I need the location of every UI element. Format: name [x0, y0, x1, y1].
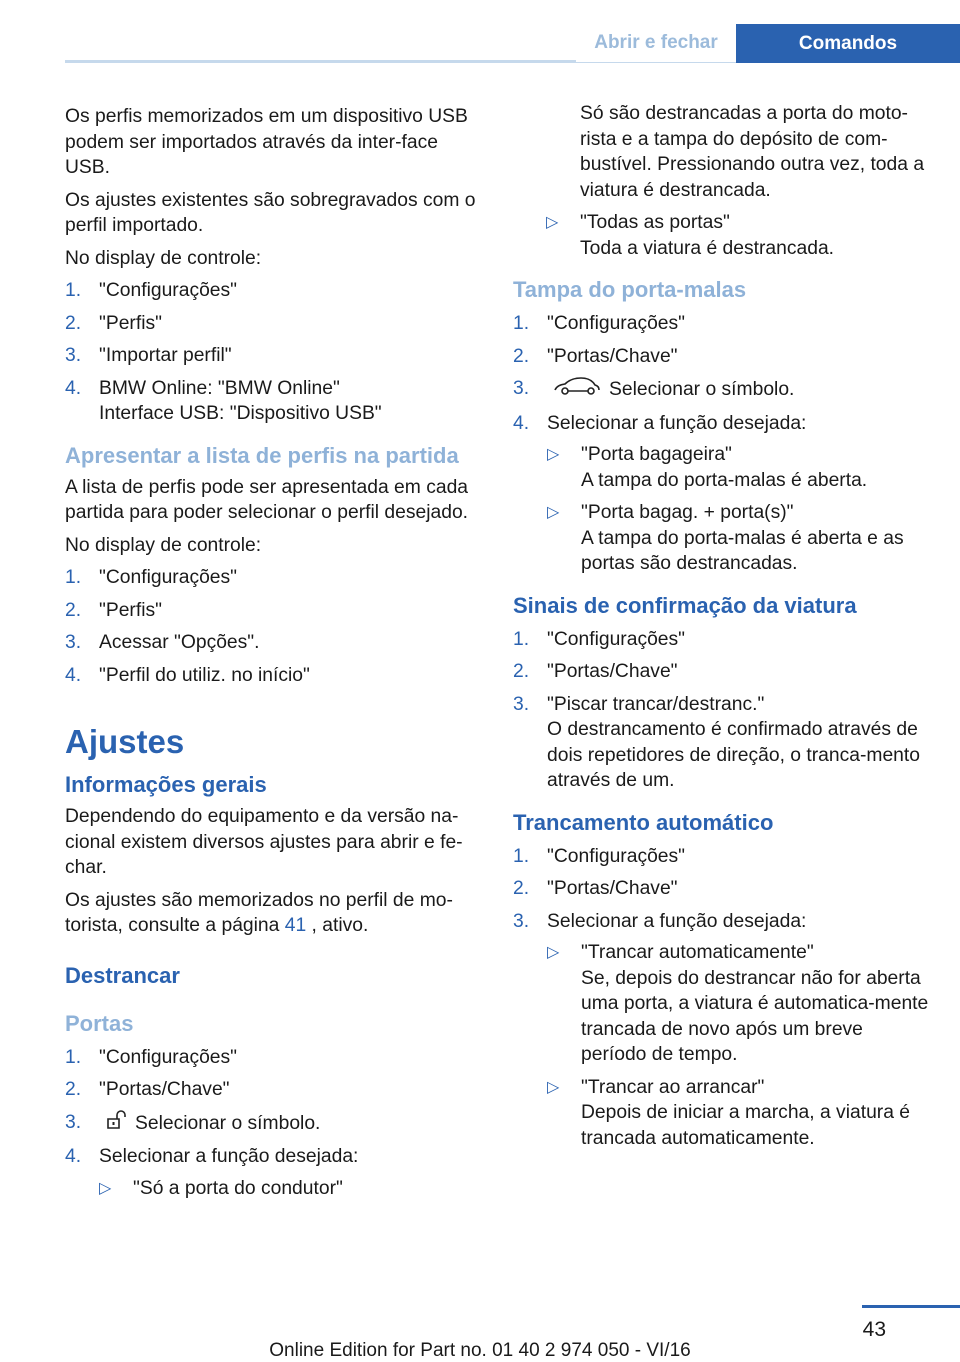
page-number: 43 [862, 1318, 886, 1341]
list-item [513, 692, 933, 794]
list-item [513, 411, 933, 577]
step-number: 3. [65, 345, 82, 366]
option-item [546, 210, 933, 261]
step-number: 1. [513, 845, 530, 867]
step-subtext: O destrancamento é confirmado através de dois repetidores de direção, o tranca‐mento através de um. [547, 719, 920, 791]
tab-comandos[interactable]: Comandos [736, 24, 960, 63]
left-column [65, 104, 485, 1208]
step-number: 1. [65, 280, 82, 301]
step-number: 4. [65, 377, 82, 399]
step-text: "Portas/Chave" [547, 345, 678, 367]
heading-trancamento: Trancamento automático [513, 809, 774, 835]
option-list [547, 940, 933, 1151]
step-text: Acessar "Opções". [99, 632, 260, 653]
paragraph: Dependendo do equipamento e da versão na‐cional existem diversos ajustes para abrir e fe‐char. [65, 806, 463, 878]
step-number: 3. [513, 910, 530, 932]
step-text: Selecionar a função desejada: [547, 412, 807, 434]
triangle-right-icon: ▷ [547, 1078, 560, 1096]
step-number: 2. [65, 599, 82, 621]
step-number: 3. [65, 1111, 82, 1133]
step-text: "Configurações" [99, 567, 238, 588]
list-item [65, 663, 485, 689]
list-item [65, 598, 485, 624]
option-item [547, 940, 933, 1068]
option-subtext: A tampa do porta-malas é aberta. [581, 469, 868, 491]
option-item [547, 1075, 933, 1152]
step-number: 1. [65, 567, 82, 588]
step-text: "Piscar trancar/destranc." [547, 693, 765, 715]
step-text: "Perfil do utiliz. no início" [99, 664, 310, 686]
option-item [547, 500, 933, 577]
paragraph: Os perfis memorizados em um dispositivo USB podem ser importados através da inter‐face USB. [65, 106, 468, 178]
list-item [513, 627, 933, 653]
option-item [99, 1176, 485, 1202]
step-text: "Configurações" [99, 280, 238, 301]
step-text: "Configurações" [99, 1046, 238, 1068]
paragraph-text: , ativo. [311, 915, 369, 936]
heading-portas: Portas [65, 1010, 134, 1036]
step-text: Selecionar a função desejada: [547, 910, 807, 932]
paragraph: No display de controle: [65, 247, 262, 269]
triangle-right-icon: ▷ [99, 1179, 112, 1197]
step-number: 1. [65, 1046, 82, 1068]
edition-footer: Online Edition for Part no. 01 40 2 974 050 - VI/16 [269, 1340, 691, 1361]
list-item [513, 876, 933, 902]
heading-destrancar: Destrancar [65, 962, 180, 988]
paragraph: Os ajustes existentes são sobregravados com o perfil importado. [65, 189, 476, 236]
step-text: "Perfis" [99, 599, 162, 621]
list-item [513, 344, 933, 370]
list-item [65, 1110, 485, 1138]
step-text: "Portas/Chave" [547, 661, 678, 682]
option-text: "Porta bagageira" [581, 444, 732, 465]
list-item [65, 376, 485, 427]
step-text: BMW Online: "BMW Online" [99, 377, 340, 399]
triangle-right-icon: ▷ [547, 446, 560, 463]
step-number: 2. [513, 345, 530, 367]
heading-apresentar: Apresentar a lista de perfis na partida [65, 442, 459, 468]
step-number: 1. [513, 628, 530, 650]
list-item [513, 376, 933, 404]
list-item [513, 909, 933, 1152]
right-column [513, 101, 933, 1158]
step-text: Selecionar o símbolo. [609, 378, 795, 400]
step-number: 2. [513, 661, 530, 682]
step-number: 4. [513, 412, 530, 434]
steps-sinais [513, 627, 933, 794]
step-number: 3. [513, 378, 530, 399]
step-text: "Perfis" [99, 312, 162, 334]
triangle-right-icon: ▷ [546, 214, 559, 231]
list-item [513, 659, 933, 685]
triangle-right-icon: ▷ [547, 504, 560, 521]
step-number: 4. [65, 664, 82, 686]
option-subtext: Depois de iniciar a marcha, a viatura é trancada automaticamente. [581, 1102, 911, 1149]
list-item [65, 1144, 485, 1201]
section-title-ajustes: Ajustes [65, 723, 185, 760]
footer-rule [862, 1305, 960, 1308]
heading-informacoes-gerais: Informações gerais [65, 772, 267, 797]
paragraph: No display de controle: [65, 534, 262, 556]
list-item [65, 565, 485, 591]
steps-tampa [513, 311, 933, 577]
steps-profile-list [65, 565, 485, 688]
paragraph: A lista de perfis pode ser apresentada em cada partida para poder selecionar o perfil desejado. [65, 476, 469, 523]
option-list [99, 1176, 485, 1202]
steps-trancamento [513, 844, 933, 1152]
paragraph [65, 888, 485, 939]
step-text: "Configurações" [547, 313, 686, 334]
steps-portas [65, 1045, 485, 1202]
step-text: "Portas/Chave" [547, 878, 678, 899]
tab-abrir-e-fechar[interactable]: Abrir e fechar [576, 24, 736, 62]
paragraph-text: Os ajustes são memorizados no perfil de mo‐torista, consulte a página [65, 889, 453, 936]
step-text: "Configurações" [547, 628, 686, 650]
option-text: "Porta bagag. + porta(s)" [581, 502, 794, 523]
step-text: "Configurações" [547, 845, 686, 867]
step-number: 3. [513, 693, 530, 715]
list-item [65, 1077, 485, 1103]
option-list [547, 442, 933, 577]
list-item [65, 630, 485, 656]
list-item [65, 1045, 485, 1071]
option-list [546, 210, 933, 261]
option-text: "Só a porta do condutor" [133, 1177, 343, 1199]
step-text: "Importar perfil" [99, 345, 232, 366]
option-subtext: Toda a viatura é destrancada. [580, 237, 835, 259]
option-text: "Trancar ao arrancar" [581, 1076, 765, 1098]
option-text: "Todas as portas" [580, 212, 730, 233]
step-text: Selecionar a função desejada: [99, 1146, 359, 1167]
heading-tampa: Tampa do porta-malas [513, 277, 747, 302]
option-text: "Trancar automaticamente" [581, 942, 814, 963]
step-text: "Portas/Chave" [99, 1079, 230, 1100]
step-text: Selecionar o símbolo. [135, 1112, 321, 1134]
list-item [65, 311, 485, 337]
heading-sinais: Sinais de confirmação da viatura [513, 592, 857, 618]
step-number: 3. [65, 632, 82, 653]
list-item [513, 844, 933, 870]
step-number: 4. [65, 1146, 82, 1167]
step-number: 2. [65, 312, 82, 334]
list-item [513, 311, 933, 337]
list-item [65, 278, 485, 304]
step-number: 2. [513, 878, 530, 899]
option-subtext: Se, depois do destrancar não for aberta uma porta, a viatura é automatica‐mente trancada de novo após um breve período de tempo. [581, 967, 929, 1065]
option-item [547, 442, 933, 493]
step-number: 1. [513, 313, 530, 334]
steps-import-profile [65, 278, 485, 427]
option-subtext: A tampa do porta-malas é aberta e as portas são destrancadas. [581, 527, 904, 574]
paragraph: Só são destrancadas a porta do moto‐rista e a tampa do depósito de com‐bustível. Pressionando outra vez, toda a viatura é destrancada. [580, 103, 925, 201]
step-number: 2. [65, 1079, 82, 1100]
car-trunk-icon [553, 376, 601, 404]
triangle-right-icon: ▷ [547, 944, 560, 961]
page-link[interactable]: 41 [284, 915, 307, 936]
list-item [65, 343, 485, 369]
unlock-icon [105, 1110, 127, 1138]
step-subtext: Interface USB: "Dispositivo USB" [99, 403, 382, 424]
